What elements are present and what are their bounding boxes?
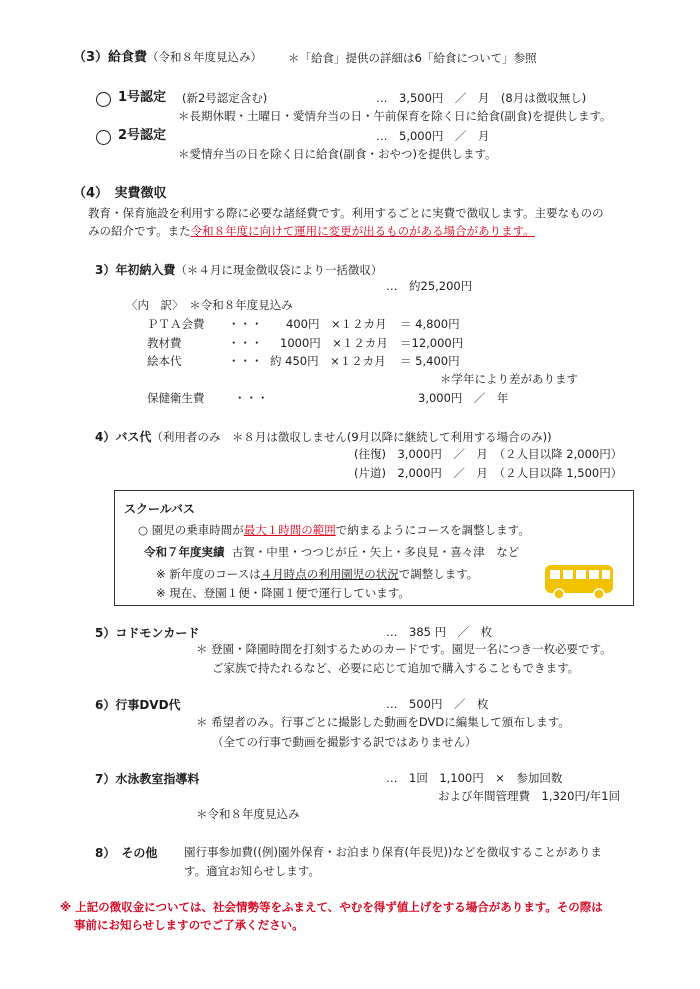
row-picturebook-note: ＊学年により差があります xyxy=(440,372,578,386)
item-3-total: … 約25,200円 xyxy=(386,279,473,293)
row-health-dots: ・・・ xyxy=(234,391,269,405)
item-6-note-1: ＊ 希望者のみ。行事ごとに撮影した動画をDVDに編集して頒布します。 xyxy=(196,715,570,729)
row-pta-result: ＝ 4,800円 xyxy=(400,317,460,331)
row-picturebook-dots: ・・・ xyxy=(228,354,263,368)
school-bus-line-3: ※ 新年度のコースは４月時点の利用園児の状況で調整します。 xyxy=(156,567,479,581)
type1-price: … 3,500円 ／ 月 (8月は徴収無し) xyxy=(376,91,587,105)
item-6-note-2: （全ての行事で動画を撮影する訳ではありません） xyxy=(212,735,477,749)
section-4-intro-2: みの紹介です。また令和８年度に向けて運用に変更が出るものがある場合があります。 xyxy=(88,224,535,238)
item-8-line-2: す。適宜お知らせします。 xyxy=(184,864,320,878)
item-8-title: 8） その他 xyxy=(95,846,158,860)
item-5-price: … 385 円 ／ 枚 xyxy=(386,625,493,639)
item-5-title: 5）コドモンカード xyxy=(95,626,200,640)
row-picturebook-calc: 約 450円 ×１２カ月 xyxy=(270,354,386,368)
price-change-warning-2: 事前にお知らせしますのでご了承ください。 xyxy=(74,918,304,932)
section-4-intro-1: 教育・保育施設を利用する際に必要な諸経費です。利用するごとに実費で徴収します。主要なものの xyxy=(88,206,604,220)
item-6-price: … 500円 ／ 枚 xyxy=(386,697,489,711)
bus-roundtrip-fee: (往復) 3,000円 ／ 月 （２人目以降 2,000円） xyxy=(354,447,623,461)
section-3-heading: （3）給食費（令和８年度見込み） xyxy=(73,50,263,65)
school-bus-line-2: 令和７年度実績 古賀・中里・つつじが丘・矢上・多良見・喜々津 など xyxy=(144,545,520,559)
bullet-circle-icon xyxy=(96,92,111,107)
item-4-heading: 4）バス代（利用者のみ ＊８月は徴収しません(9月以降に継続して利用する場合のみ)) xyxy=(95,430,552,444)
school-bus-title: スクールバス xyxy=(124,502,195,516)
school-bus-line-4: ※ 現在、登園１便・降園１便で運行しています。 xyxy=(156,586,410,600)
item-8-line-1: 園行事参加費((例)園外保育・お泊まり保育(年長児))などを徴収することがありま xyxy=(184,845,602,859)
bullet-circle-icon xyxy=(96,130,111,145)
type1-note: ＊長期休暇・土曜日・愛情弁当の日・午前保育を除く日に給食(副食)を提供します。 xyxy=(178,109,612,123)
item-5-note-1: ＊ 登園・降園時間を打刻するためのカードです。園児一名につき一枚必要です。 xyxy=(196,642,612,656)
item-7-price: … 1回 1,100円 × 参加回数 xyxy=(386,771,563,785)
type1-sub: (新2号認定含む) xyxy=(182,91,268,105)
type1-label: 1号認定 xyxy=(118,90,167,105)
item-7-price-2: および年間管理費 1,320円/年1回 xyxy=(438,789,621,803)
row-pta-dots: ・・・ xyxy=(228,317,263,331)
item-7-note: ＊令和８年度見込み xyxy=(196,807,300,821)
row-materials-calc: 1000円 ×１２カ月 xyxy=(280,336,388,350)
row-pta-calc: 400円 ×１２カ月 xyxy=(286,317,387,331)
item-6-title: 6）行事DVD代 xyxy=(95,698,181,712)
row-materials-name: 教材費 xyxy=(147,336,182,350)
price-change-warning-1: ※ 上記の徴収金については、社会情勢等をふまえて、やむを得ず値上げをする場合があります。その際は xyxy=(60,900,603,914)
row-picturebook-name: 絵本代 xyxy=(147,354,182,368)
item-3-breakdown-label: 〈内 訳〉 ＊令和８年度見込み xyxy=(126,298,293,312)
item-5-note-2: ご家族で持たれるなど、必要に応じて追加で購入することもできます。 xyxy=(212,661,580,675)
row-materials-dots: ・・・ xyxy=(228,336,263,350)
row-pta-name: ＰＴＡ会費 xyxy=(147,317,205,331)
row-health-name: 保健衛生費 xyxy=(147,391,205,405)
school-bus-line-1: ○ 園児の乗車時間が最大１時間の範囲で納まるようにコースを調整します。 xyxy=(138,523,530,537)
row-health-result: 3,000円 ／ 年 xyxy=(418,391,509,405)
type2-label: 2号認定 xyxy=(118,128,167,143)
bus-icon xyxy=(543,562,615,602)
lunch-reference-note: ＊「給食」提供の詳細は6「給食について」参照 xyxy=(288,51,537,65)
item-3-heading: 3）年初納入費（＊４月に現金徴収袋により一括徴収） xyxy=(95,263,383,277)
bus-oneway-fee: (片道) 2,000円 ／ 月 （２人目以降 1,500円） xyxy=(354,466,623,480)
section-4-heading: （4） 実費徴収 xyxy=(73,186,167,201)
type2-price: … 5,000円 ／ 月 xyxy=(376,129,490,143)
item-7-title: 7）水泳教室指導料 xyxy=(95,772,200,786)
row-picturebook-result: ＝ 5,400円 xyxy=(400,354,460,368)
type2-note: ＊愛情弁当の日を除く日に給食(副食・おやつ)を提供します。 xyxy=(178,147,497,161)
row-materials-result: ＝12,000円 xyxy=(400,336,464,350)
